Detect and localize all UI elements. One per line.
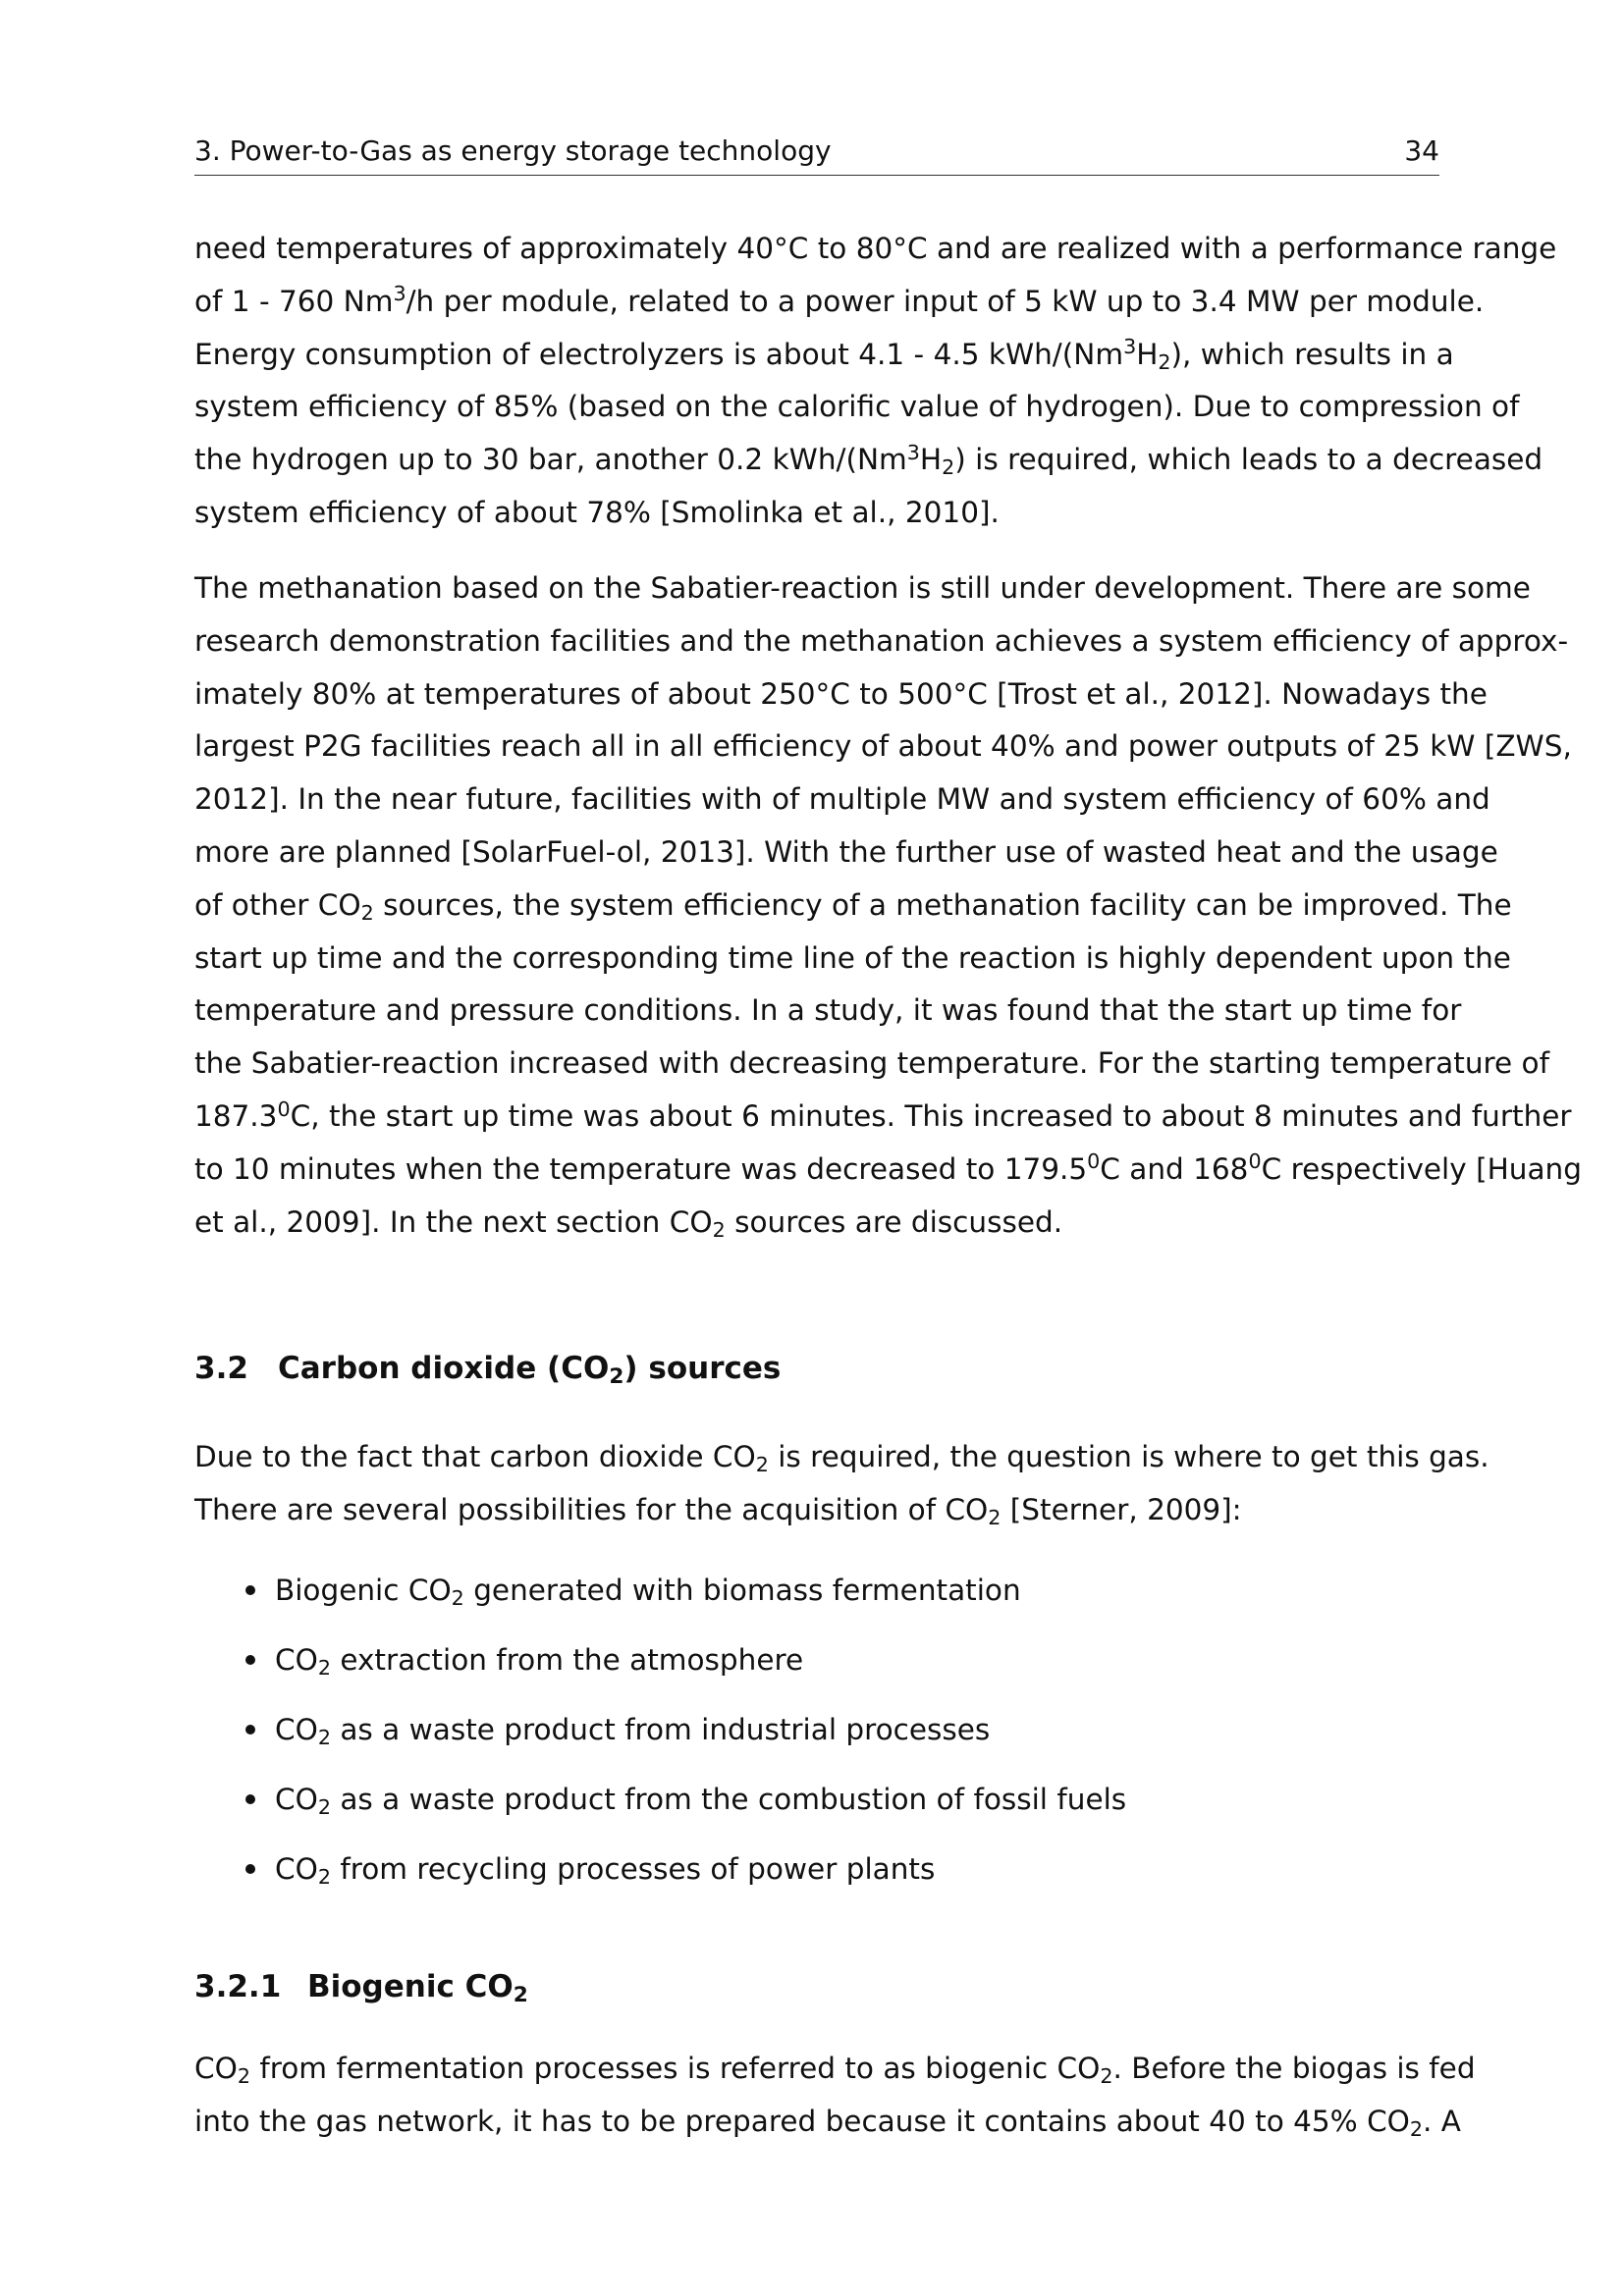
text-run: from recycling processes of power plants (330, 1852, 936, 1886)
section-title-subscript: 2 (609, 1364, 624, 1390)
section-heading (194, 1349, 781, 1388)
subscript: 2 (1409, 2116, 1424, 2141)
text-line: 2012]. In the near future, facilities with of multiple MW and system efficiency of 60% and (194, 782, 1490, 817)
text-run: the hydrogen up to 30 bar, another 0.2 kWh/(Nm (194, 443, 907, 477)
text-line (194, 329, 1454, 382)
text-run: [Sterner, 2009]: (1001, 1492, 1242, 1526)
subsection-heading (194, 1967, 528, 2006)
paragraph-biogenic-co2 (194, 2043, 1476, 2149)
text-line: system efficiency of 85% (based on the calorific value of hydrogen). Due to compression of (194, 390, 1520, 424)
list-item (242, 1640, 1126, 1710)
text-line (194, 2043, 1476, 2096)
text-line (194, 1431, 1489, 1484)
text-run: CO (275, 1783, 318, 1816)
text-run: C, the start up time was about 6 minutes. This increased to about 8 minutes and further (290, 1098, 1572, 1133)
text-run: is required, the question is where to get this gas. (768, 1440, 1489, 1473)
text-run: of 1 - 760 Nm (194, 284, 394, 318)
list-item (242, 1710, 1126, 1780)
text-run: There are several possibilities for the acquisition of CO (194, 1492, 989, 1526)
text-run: CO (275, 1643, 318, 1677)
superscript: 0 (277, 1096, 291, 1121)
text-run: Energy consumption of electrolyzers is about 4.1 - 4.5 kWh/(Nm (194, 337, 1124, 371)
text-run: . A (1423, 2104, 1461, 2138)
text-run: from fermentation processes is referred to as biogenic CO (249, 2052, 1101, 2085)
bullet-icon (245, 1655, 255, 1665)
text-line: temperature and pressure conditions. In a study, it was found that the start up time for (194, 993, 1462, 1028)
text-line: the Sabatier-reaction increased with decreasing temperature. For the starting temperature of (194, 1046, 1549, 1081)
bullet-icon (245, 1725, 255, 1735)
text-line (194, 880, 1512, 933)
running-header (194, 133, 1439, 176)
superscript: 0 (1248, 1149, 1262, 1174)
co2-sources-list (242, 1571, 1126, 1919)
text-run: et al., 2009]. In the next section CO (194, 1204, 713, 1239)
section-title-part: ) sources (623, 1351, 782, 1386)
bullet-icon (245, 1794, 255, 1804)
bullet-icon (245, 1585, 255, 1595)
text-run: /h per module, related to a power input of 5 kW up to 3.4 MW per module. (406, 284, 1485, 318)
text-run: CO (275, 1713, 318, 1746)
text-line: research demonstration facilities and the methanation achieves a system efficiency of approx- (194, 623, 1569, 658)
text-run: to 10 minutes when the temperature was decreased to 179.5 (194, 1151, 1088, 1186)
superscript: 0 (1087, 1149, 1101, 1174)
text-line: more are planned [SolarFuel-ol, 2013]. With the further use of wasted heat and the usage (194, 834, 1498, 869)
subscript: 2 (317, 1795, 331, 1820)
text-run: CO (275, 1852, 318, 1886)
text-run: . Before the biogas is fed (1112, 2052, 1476, 2085)
text-line: The methanation based on the Sabatier-reaction is still under development. There are some (194, 571, 1531, 605)
section-number: 3.2 (194, 1351, 248, 1386)
text-run: H (1136, 337, 1159, 371)
paragraph-electrolysis (194, 223, 1557, 540)
text-line (194, 276, 1485, 329)
superscript: 3 (1123, 335, 1137, 359)
page-number: 34 (1404, 134, 1439, 167)
text-run: CO (194, 2052, 238, 2085)
text-line: need temperatures of approximately 40°C to 80°C and are realized with a performance range (194, 232, 1557, 265)
text-run: into the gas network, it has to be prepared because it contains about 40 to 45% CO (194, 2104, 1410, 2138)
text-run: as a waste product from the combustion of fossil fuels (330, 1783, 1127, 1816)
text-run: of other CO (194, 887, 361, 922)
subscript: 2 (988, 1505, 1001, 1529)
superscript: 3 (906, 440, 920, 464)
chapter-title: 3. Power-to-Gas as energy storage technology (194, 134, 832, 167)
text-line (194, 1197, 1439, 1250)
text-line: start up time and the corresponding time line of the reaction is highly dependent upon the (194, 940, 1511, 975)
text-run: generated with biomass fermentation (463, 1574, 1021, 1607)
text-run: H (919, 443, 943, 477)
text-run: ), which results in a (1170, 337, 1454, 371)
text-run: sources, the system efficiency of a methanation facility can be improved. The (373, 887, 1512, 922)
text-line: largest P2G facilities reach all in all efficiency of about 40% and power outputs of 25 kW [ZWS, (194, 729, 1572, 764)
paragraph-co2-intro (194, 1431, 1489, 1537)
superscript: 3 (393, 282, 406, 306)
subscript: 2 (755, 1453, 769, 1477)
subsection-title-part: Biogenic CO (307, 1969, 514, 2004)
subscript: 2 (317, 1726, 331, 1750)
text-run: Biogenic CO (275, 1574, 452, 1607)
text-run: as a waste product from industrial processes (330, 1713, 991, 1746)
subscript: 2 (317, 1865, 331, 1890)
subscript: 2 (1158, 349, 1171, 374)
list-item (242, 1571, 1126, 1640)
text-line (194, 434, 1543, 487)
text-line: system efficiency of about 78% [Smolinka et al., 2010]. (194, 495, 1000, 529)
text-run: sources are discussed. (725, 1204, 1063, 1239)
text-run: 187.3 (194, 1098, 278, 1133)
text-run: C respectively [Huang (1261, 1151, 1582, 1186)
section-title-part: Carbon dioxide (CO (278, 1351, 610, 1386)
subsection-title-subscript: 2 (513, 1983, 528, 2008)
text-line (194, 1091, 1572, 1144)
text-line (194, 1144, 1582, 1197)
text-run: Due to the fact that carbon dioxide CO (194, 1440, 756, 1473)
text-line (194, 2096, 1461, 2149)
paragraph-methanation (194, 562, 1582, 1249)
subscript: 2 (317, 1656, 331, 1681)
text-run: ) is required, which leads to a decreased (954, 443, 1543, 477)
subscript: 2 (1100, 2064, 1113, 2089)
text-run: extraction from the atmosphere (330, 1643, 804, 1677)
subscript: 2 (942, 455, 955, 480)
subscript: 2 (451, 1586, 464, 1611)
subsection-number: 3.2.1 (194, 1969, 282, 2004)
list-item (242, 1849, 1126, 1919)
subscript: 2 (712, 1217, 726, 1242)
text-run: C and 168 (1100, 1151, 1249, 1186)
subscript: 2 (237, 2064, 250, 2089)
text-line (194, 1484, 1439, 1537)
text-line: imately 80% at temperatures of about 250°C to 500°C [Trost et al., 2012]. Nowadays the (194, 676, 1488, 711)
subscript: 2 (360, 900, 374, 925)
list-item (242, 1780, 1126, 1849)
bullet-icon (245, 1864, 255, 1874)
